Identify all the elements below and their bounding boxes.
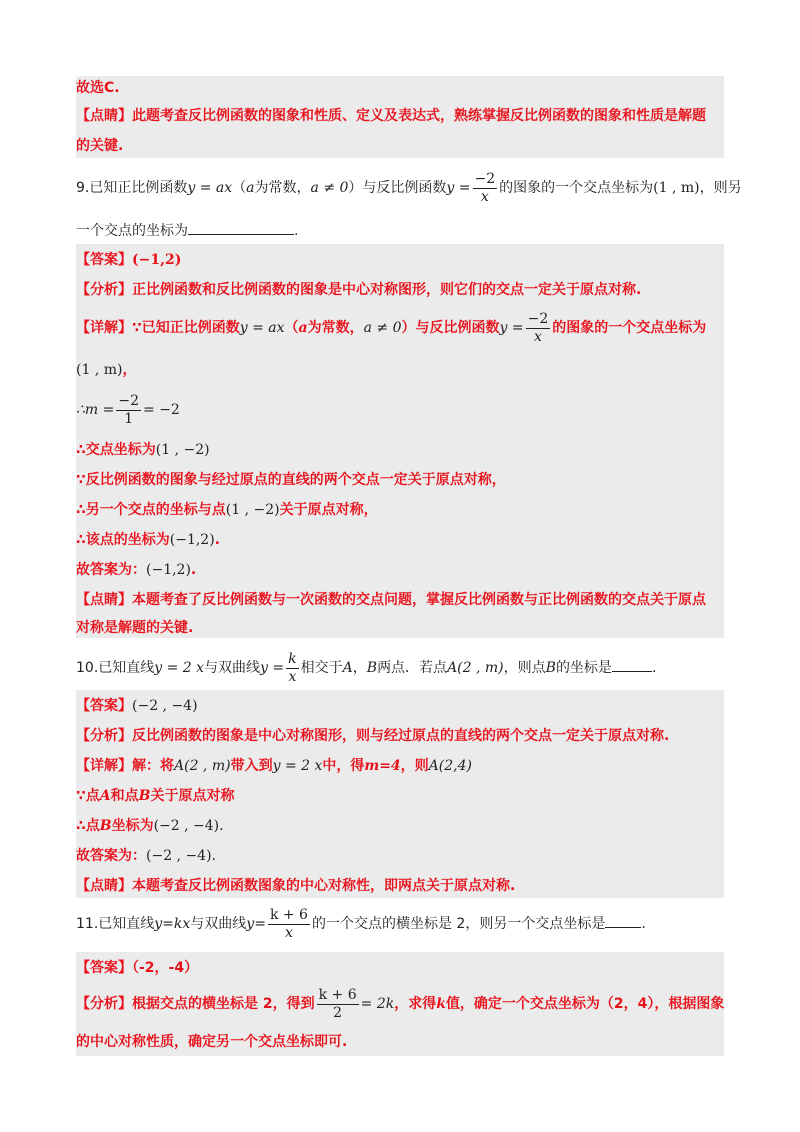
q10-analysis: 【分析】反比例函数的图象是中心对称图形，则与经过原点的直线的两个交点一定关于原点对称. [76,728,670,744]
q9-m-equation: ∴m = $\frac{-2}{1}$ = −2 [76,392,180,427]
q9-step-d: ∴该点的坐标为(−1,2). [76,532,220,548]
fraction-neg2-over-1: $\frac{-2}{1}$ [118,392,140,427]
q9-analysis: 【分析】正比例函数和反比例函数的图象是中心对称图形，则它们的交点一定关于原点对称. [76,282,642,298]
tip-line-p8: 【点睛】此题考查反比例函数的图象和性质、定义及表达式，熟练掌握反比例函数的图象和性质是解题 [76,108,706,124]
q10-tip: 【点睛】本题考查反比例函数图象的中心对称性，即两点关于原点对称. [76,878,516,894]
fraction-neg2-over-x-detail: $\frac{-2}{x}$ [527,310,549,345]
answer-blank [188,220,294,235]
q10-step-2: ∴点B坐标为(−2 , −4). [76,818,224,834]
q9-step-a: ∴交点坐标为(1 , −2) [76,442,210,458]
q10-detail: 【详解】解：将A(2 , m)带入到y = 2 x中，得m=4，则A(2,4) [76,758,472,774]
fraction-k-over-x: $\frac{k}{x}$ [288,650,297,685]
q10-step-1: ∵点A和点B关于原点对称 [76,788,235,804]
q10-final: 故答案为：(−2 , −4). [76,848,216,864]
q9-tip: 【点睛】本题考查了反比例函数与一次函数的交点问题，掌握反比例函数与正比例函数的交点关于原点 [76,592,706,608]
q9-step-c: ∴另一个交点的坐标与点(1 , −2)关于原点对称， [76,502,378,518]
question-9-stem-2: 一个交点的坐标为 . [76,220,298,241]
q9-step-b: ∵反比例函数的图象与经过原点的直线的两个交点一定关于原点对称， [76,472,506,488]
fraction-k6-over-2: $\frac{k + 6}{2}$ [318,986,357,1021]
tip-line-p8-2: 的关键. [76,138,124,154]
question-11-stem: 11.已知直线y=kx与双曲线y= $\frac{k + 6}{x}$ 的一个交点的横坐标是 2，则另一个交点坐标是 . [76,906,646,941]
q11-analysis: 【分析】根据交点的横坐标是 2，得到 $\frac{k + 6}{2}$ = 2k，求得k值，确定一个交点坐标为（2，4），根据图象 [76,986,725,1021]
q9-tip-2: 对称是解题的关键. [76,620,194,636]
fraction-k6-over-x: $\frac{k + 6}{x}$ [269,906,308,941]
answer-blank [612,657,652,672]
q11-answer: 【答案】（-2，-4） [76,960,199,976]
q9-final: 故答案为：(−1,2). [76,562,197,578]
q9-detail-point: (1 , m)， [76,362,137,378]
question-10-stem: 10.已知直线y = 2 x与双曲线y = $\frac{k}{x}$ 相交于A，B两点．若点A(2 , m)，则点B的坐标是 . [76,650,657,685]
answer-blank [605,913,641,928]
q10-answer: 【答案】(−2 , −4) [76,698,198,714]
question-9-stem: 9.已知正比例函数y = ax（a为常数，a ≠ 0）与反比例函数y = $\frac{-2}{x}$ 的图象的一个交点坐标为(1 , m)，则另 [76,170,742,205]
q9-detail: 【详解】∵已知正比例函数y = ax（a为常数，a ≠ 0）与反比例函数y = $\frac{-2}{x}$ 的图象的一个交点坐标为 [76,310,707,345]
q11-analysis-2: 的中心对称性质，确定另一个交点坐标即可. [76,1034,348,1050]
choice-line: 故选C. [76,80,120,96]
fraction-neg2-over-x: $\frac{-2}{x}$ [474,170,496,205]
q9-answer: 【答案】(−1,2) [76,252,182,268]
